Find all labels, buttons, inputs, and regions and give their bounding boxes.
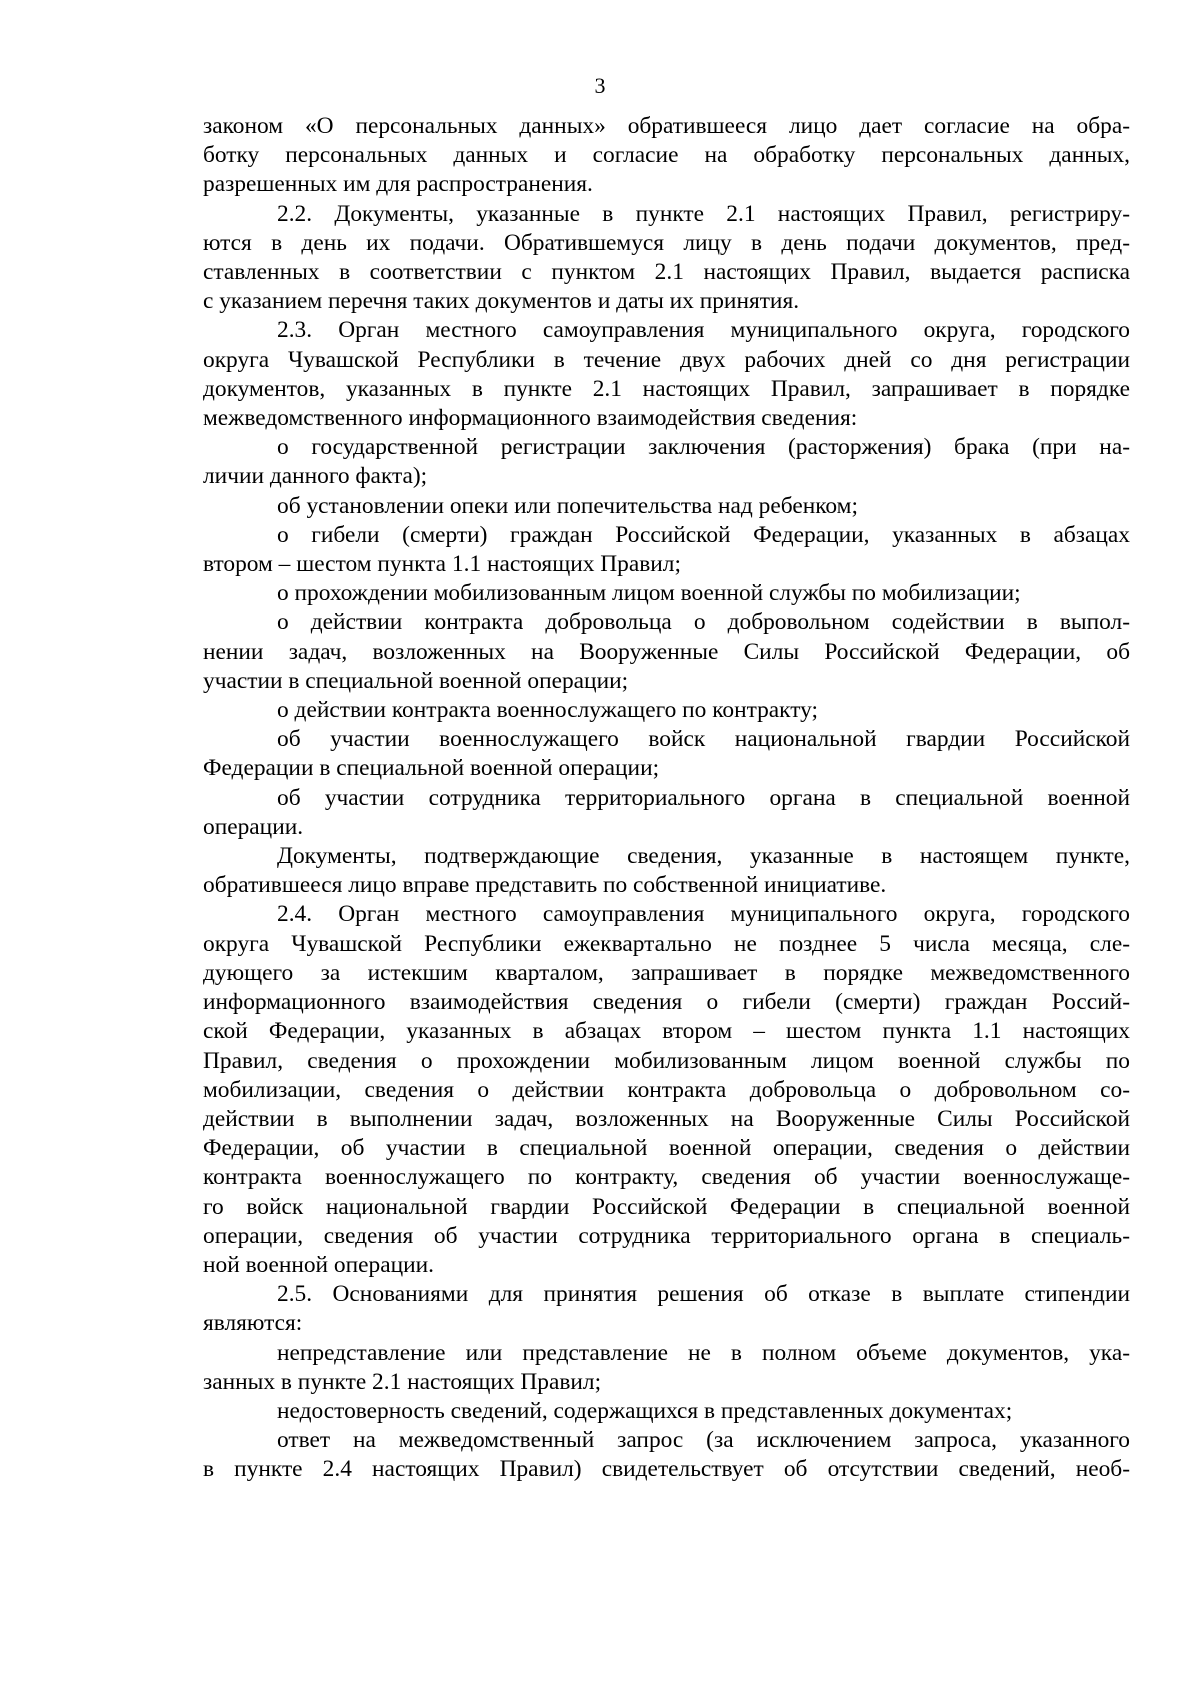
text-line: округа Чувашской Республики ежеквартально не позднее 5 числа месяца, сле-: [203, 930, 1130, 957]
text-line: об установлении опеки или попечительства над ребенком;: [277, 492, 858, 519]
text-line: личии данного факта);: [203, 463, 428, 490]
text-line: го войск национальной гвардии Российской Федерации в специальной военной: [203, 1193, 1130, 1220]
paragraph: [203, 433, 1130, 491]
text-line: о действии контракта военнослужащего по контракту;: [277, 697, 819, 724]
text-line: 2.5. Основаниями для принятия решения об отказе в выплате стипендии: [277, 1281, 1130, 1308]
paragraph: [203, 521, 1130, 579]
text-line: об участии сотрудника территориального органа в специальной военной: [277, 784, 1130, 811]
page-number: 3: [594, 73, 606, 98]
text-line: операции.: [203, 813, 304, 840]
text-line: о действии контракта добровольца о добровольном содействии в выпол-: [277, 609, 1130, 636]
text-line: разрешенных им для распространения.: [203, 171, 593, 198]
paragraph: [203, 1397, 1130, 1426]
text-line: межведомственного информационного взаимодействия сведения:: [203, 405, 858, 432]
text-line: 2.4. Орган местного самоуправления муниципального округа, городского: [277, 901, 1130, 928]
paragraph: [203, 492, 1130, 521]
paragraph: [203, 696, 1130, 725]
text-line: Федерации, об участии в специальной военной операции, сведения о действии: [203, 1135, 1130, 1162]
text-line: недостоверность сведений, содержащихся в представленных документах;: [277, 1397, 1013, 1424]
text-line: о гибели (смерти) граждан Российской Федерации, указанных в абзацах: [277, 521, 1130, 548]
text-line: Правил, сведения о прохождении мобилизованным лицом военной службы по: [203, 1047, 1130, 1074]
text-line: обратившееся лицо вправе представить по собственной инициативе.: [203, 872, 887, 899]
paragraph: [203, 316, 1130, 433]
text-line: дующего за истекшим кварталом, запрашивает в порядке межведомственного: [203, 959, 1130, 986]
text-line: ставленных в соответствии с пунктом 2.1 настоящих Правил, выдается расписка: [203, 259, 1130, 286]
text-line: округа Чувашской Республики в течение двух рабочих дней со дня регистрации: [203, 346, 1130, 373]
text-line: об участии военнослужащего войск национальной гвардии Российской: [277, 726, 1130, 753]
text-line: мобилизации, сведения о действии контракта добровольца о добровольном со-: [203, 1076, 1130, 1103]
paragraph: [203, 608, 1130, 696]
text-line: непредставление или представление не в полном объеме документов, ука-: [277, 1339, 1130, 1366]
text-line: Федерации в специальной военной операции;: [203, 755, 660, 782]
text-line: являются:: [203, 1310, 303, 1337]
paragraph: [203, 1339, 1130, 1397]
text-line: действии в выполнении задач, возложенных на Вооруженные Силы Российской: [203, 1105, 1130, 1132]
text-line: занных в пункте 2.1 настоящих Правил;: [203, 1368, 602, 1395]
paragraph: [203, 1426, 1130, 1484]
text-line: нении задач, возложенных на Вооруженные Силы Российской Федерации, об: [203, 638, 1130, 665]
paragraph: [203, 112, 1130, 200]
text-line: ются в день их подачи. Обратившемуся лицу в день подачи документов, пред-: [203, 229, 1130, 256]
document-body: [203, 112, 1130, 1485]
paragraph: [203, 1280, 1130, 1338]
text-line: законом «О персональных данных» обратившееся лицо дает согласие на обра-: [203, 113, 1130, 139]
text-line: документов, указанных в пункте 2.1 настоящих Правил, запрашивает в порядке: [203, 375, 1130, 402]
text-line: о государственной регистрации заключения (расторжения) брака (при на-: [277, 434, 1130, 461]
text-line: информационного взаимодействия сведения о гибели (смерти) граждан Россий-: [203, 989, 1130, 1016]
paragraph: [203, 900, 1130, 1280]
paragraph: [203, 784, 1130, 842]
paragraph: [203, 579, 1130, 608]
text-line: с указанием перечня таких документов и даты их принятия.: [203, 288, 800, 315]
text-line: Документы, подтверждающие сведения, указанные в настоящем пункте,: [277, 843, 1130, 870]
text-line: ботку персональных данных и согласие на обработку персональных данных,: [203, 142, 1130, 169]
paragraph: [203, 200, 1130, 317]
text-line: ответ на межведомственный запрос (за исключением запроса, указанного: [277, 1427, 1130, 1454]
text-line: контракта военнослужащего по контракту, сведения об участии военнослужаще-: [203, 1164, 1130, 1191]
text-line: участии в специальной военной операции;: [203, 667, 629, 694]
text-line: ной военной операции.: [203, 1251, 434, 1278]
text-line: операции, сведения об участии сотрудника территориального органа в специаль-: [203, 1222, 1130, 1249]
paragraph: [203, 725, 1130, 783]
text-line: о прохождении мобилизованным лицом военной службы по мобилизации;: [277, 580, 1021, 607]
text-line: 2.2. Документы, указанные в пункте 2.1 настоящих Правил, регистриру-: [277, 200, 1130, 227]
text-line: втором – шестом пункта 1.1 настоящих Правил;: [203, 551, 681, 578]
text-line: ской Федерации, указанных в абзацах втором – шестом пункта 1.1 настоящих: [203, 1018, 1130, 1045]
text-line: 2.3. Орган местного самоуправления муниципального округа, городского: [277, 317, 1130, 344]
paragraph: [203, 842, 1130, 900]
text-line: в пункте 2.4 настоящих Правил) свидетельствует об отсутствии сведений, необ-: [203, 1456, 1130, 1483]
